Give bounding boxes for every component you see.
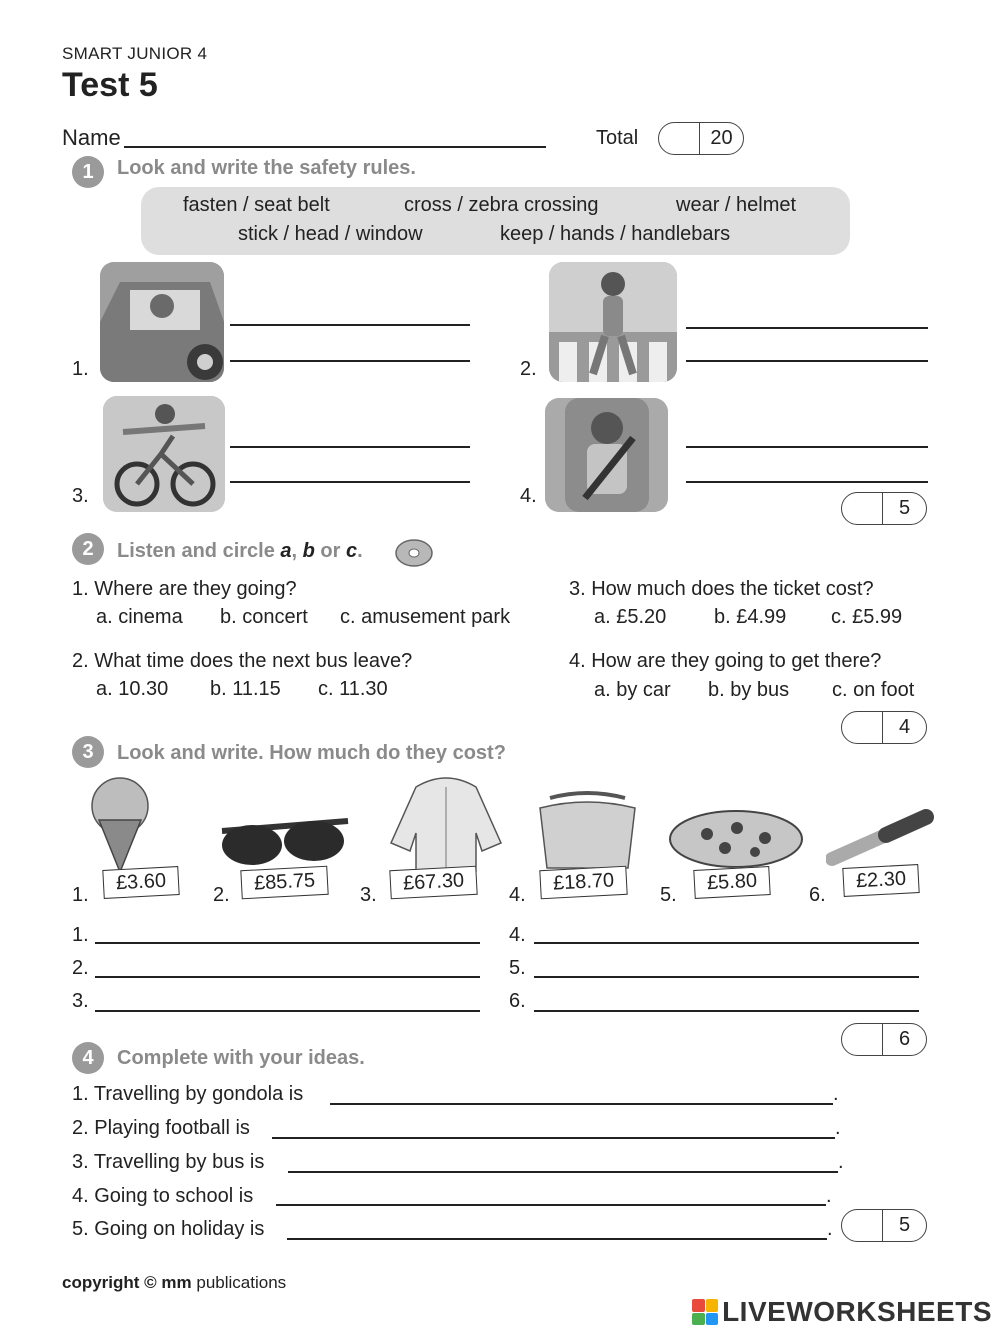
section-3-score [841, 1023, 927, 1056]
score-blank[interactable] [842, 1210, 882, 1241]
option[interactable]: c. on foot [832, 679, 915, 701]
section-2-badge: 2 [72, 533, 104, 565]
sentence-dot: . [833, 1083, 839, 1105]
cd-icon [395, 538, 433, 568]
bicycle-icon [103, 396, 225, 512]
score-value: 5 [882, 493, 926, 524]
zebra-crossing-icon [549, 262, 677, 382]
sentence: 3. Travelling by bus is [72, 1151, 265, 1173]
answer-line[interactable] [230, 324, 470, 326]
answer-line[interactable] [534, 942, 919, 944]
sentence: 5. Going on holiday is [72, 1218, 265, 1240]
sentence-dot: . [838, 1151, 844, 1173]
option[interactable]: b. £4.99 [714, 606, 787, 628]
sentence: 4. Going to school is [72, 1185, 254, 1207]
heading-b: b [302, 540, 315, 562]
word-item: wear / helmet [676, 194, 797, 216]
brand-text: LIVEWORKSHEETS [722, 1296, 992, 1327]
copyright-rest: publications [191, 1273, 287, 1292]
item-label: 3. [360, 884, 377, 906]
pizza-icon [667, 808, 805, 870]
question-2: 2. What time does the next bus leave? [72, 650, 413, 672]
answer-line[interactable] [686, 360, 928, 362]
sentence-dot: . [826, 1185, 832, 1207]
answer-line[interactable] [330, 1103, 833, 1105]
lipstick-icon [826, 803, 944, 868]
seatbelt-picture [545, 398, 668, 512]
heading-text: Listen and circle [117, 540, 281, 562]
section-1-heading: Look and write the safety rules. [117, 157, 416, 179]
total-score: 20 [699, 123, 743, 154]
option[interactable]: b. 11.15 [210, 678, 281, 700]
line-label: 6. [509, 990, 526, 1012]
name-line[interactable] [124, 146, 546, 148]
question-1: 1. Where are they going? [72, 578, 297, 600]
copyright-bold: copyright © mm [62, 1273, 192, 1292]
answer-line[interactable] [230, 446, 470, 448]
item-label: 1. [72, 884, 89, 906]
section-4-score [841, 1209, 927, 1242]
option[interactable]: b. by bus [708, 679, 790, 701]
car-icon [100, 262, 224, 382]
price-tag: £2.30 [842, 864, 919, 897]
option[interactable]: c. £5.99 [831, 606, 903, 628]
option[interactable]: a. 10.30 [96, 678, 169, 700]
score-value: 4 [882, 712, 926, 743]
seat-belt-icon [545, 398, 668, 512]
item-label: 2. [213, 884, 230, 906]
heading-a: a [280, 540, 292, 562]
score-blank[interactable] [842, 1024, 882, 1055]
name-label: Name [62, 125, 121, 150]
total-label: Total [596, 127, 639, 149]
picture-label: 2. [520, 358, 537, 380]
option[interactable]: c. 11.30 [318, 678, 388, 700]
price-tag: £5.80 [693, 866, 770, 899]
section-2-heading [117, 540, 363, 563]
answer-line[interactable] [95, 1010, 480, 1012]
option[interactable]: a. cinema [96, 606, 183, 628]
bag-icon [530, 788, 645, 873]
crossing-picture [549, 262, 677, 382]
section-1-score [841, 492, 927, 525]
brand-logo[interactable] [692, 1296, 992, 1328]
answer-line[interactable] [288, 1171, 838, 1173]
line-label: 1. [72, 924, 89, 946]
heading-or: or [314, 540, 346, 562]
word-box [141, 187, 850, 255]
page-title: Test 5 [62, 66, 158, 104]
sunglasses-icon [218, 815, 353, 870]
heading-dot: . [357, 540, 363, 562]
question-3: 3. How much does the ticket cost? [569, 578, 874, 600]
answer-line[interactable] [686, 446, 928, 448]
price-tag: £85.75 [240, 866, 329, 900]
option[interactable]: a. £5.20 [594, 606, 667, 628]
sentence: 2. Playing football is [72, 1117, 250, 1139]
word-item: fasten / seat belt [183, 194, 330, 216]
answer-line[interactable] [230, 481, 470, 483]
ice-cream-icon [85, 774, 155, 874]
sentence: 1. Travelling by gondola is [72, 1083, 304, 1105]
answer-line[interactable] [686, 481, 928, 483]
section-4-badge: 4 [72, 1042, 104, 1074]
series-title: SMART JUNIOR 4 [62, 44, 208, 63]
word-item: cross / zebra crossing [404, 194, 599, 216]
item-label: 4. [509, 884, 526, 906]
line-label: 4. [509, 924, 526, 946]
section-3-badge: 3 [72, 736, 104, 768]
price-tag: £18.70 [539, 866, 628, 900]
score-blank[interactable] [659, 123, 699, 154]
picture-label: 1. [72, 358, 89, 380]
price-tag: £3.60 [102, 866, 179, 899]
sentence-dot: . [835, 1117, 841, 1139]
section-2-score [841, 711, 927, 744]
answer-line[interactable] [95, 942, 480, 944]
answer-line[interactable] [686, 327, 928, 329]
word-item: stick / head / window [238, 223, 423, 245]
line-label: 2. [72, 957, 89, 979]
score-blank[interactable] [842, 712, 882, 743]
line-label: 5. [509, 957, 526, 979]
section-1-badge: 1 [72, 156, 104, 188]
jacket-icon [386, 773, 506, 873]
question-4: 4. How are they going to get there? [569, 650, 882, 672]
answer-line[interactable] [276, 1204, 826, 1206]
sentence-dot: . [827, 1218, 833, 1240]
option[interactable]: b. concert [220, 606, 308, 628]
total-score-box [658, 122, 744, 155]
liveworksheets-icon [692, 1299, 718, 1325]
car-picture [100, 262, 224, 382]
word-item: keep / hands / handlebars [500, 223, 731, 245]
heading-comma: , [291, 540, 303, 562]
copyright [62, 1273, 286, 1293]
picture-label: 3. [72, 485, 89, 507]
item-label: 5. [660, 884, 677, 906]
section-4-heading: Complete with your ideas. [117, 1047, 365, 1069]
bike-picture [103, 396, 225, 512]
answer-line[interactable] [287, 1238, 827, 1240]
score-value: 5 [882, 1210, 926, 1241]
answer-line[interactable] [534, 976, 919, 978]
score-value: 6 [882, 1024, 926, 1055]
answer-line[interactable] [272, 1137, 835, 1139]
score-blank[interactable] [842, 493, 882, 524]
option[interactable]: a. by car [594, 679, 671, 701]
heading-c: c [345, 540, 358, 562]
section-3-heading: Look and write. How much do they cost? [117, 742, 506, 764]
line-label: 3. [72, 990, 89, 1012]
answer-line[interactable] [534, 1010, 919, 1012]
answer-line[interactable] [230, 360, 470, 362]
option[interactable]: c. amusement park [340, 606, 511, 628]
picture-label: 4. [520, 485, 537, 507]
price-tag: £67.30 [389, 866, 478, 900]
answer-line[interactable] [95, 976, 480, 978]
item-label: 6. [809, 884, 826, 906]
